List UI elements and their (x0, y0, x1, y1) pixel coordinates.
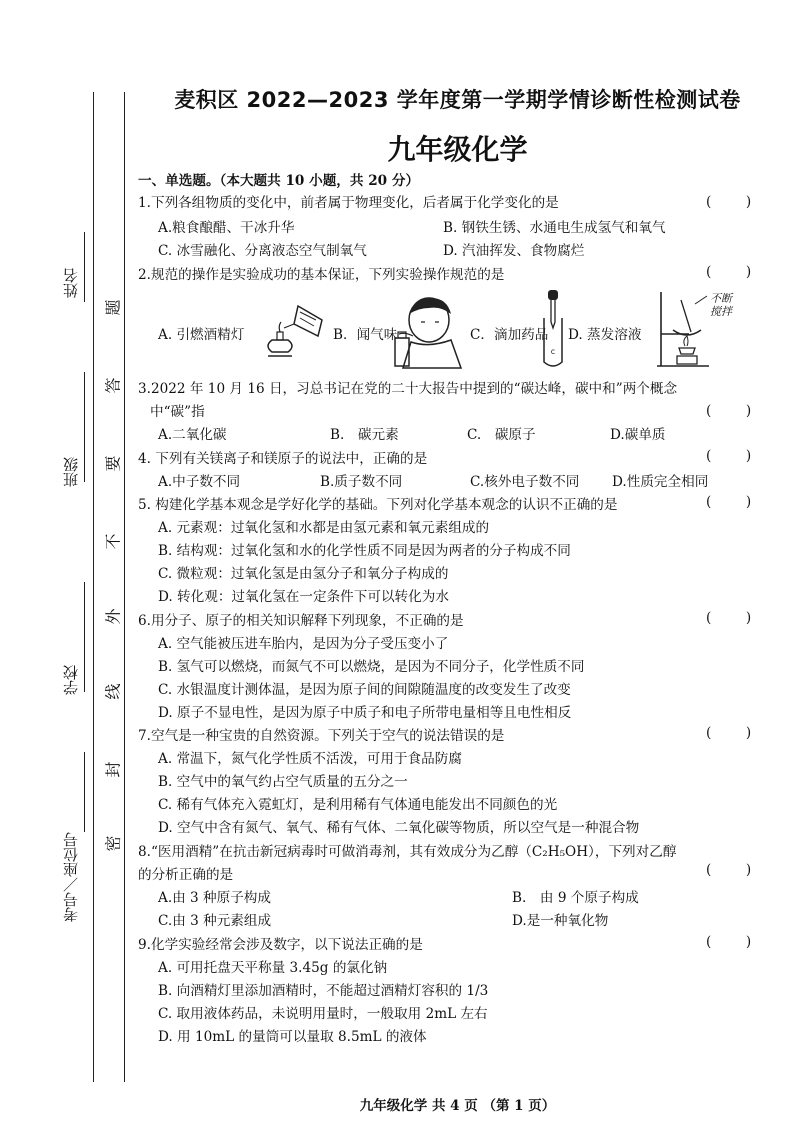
option-a: A. 引燃酒精灯 (158, 327, 245, 343)
question-9-stem: 9.化学实验经常会涉及数字，以下说法正确的是 (138, 937, 423, 953)
stir-note-line: 不断 (710, 292, 732, 305)
option-a: A. 空气能被压进车胎内，是因为分子受压变小了 (158, 636, 449, 652)
seal-char: 题 (103, 299, 123, 316)
seal-char: 不 (103, 533, 123, 550)
option-d: D. 汽油挥发、食物腐烂 (443, 243, 585, 259)
answer-paren[interactable]: ( ) (706, 494, 752, 510)
option-a: A.二氧化碳 (158, 427, 227, 443)
exam-number-label: 考号／座位号 (62, 832, 80, 922)
answer-paren[interactable]: ( ) (706, 194, 752, 210)
seal-char: 封 (103, 761, 123, 778)
question-3-stem: 3.2022 年 10 月 16 日，习总书记在党的二十大报告中提到的“碳达峰，碳中和”两个概念 (138, 381, 678, 397)
option-d: D. 原子不显电性，是因为原子中质子和电子所带电量相等且电性相反 (158, 705, 572, 721)
option-d: D.是一种氧化物 (512, 913, 609, 929)
alcohol-lamp-lighting-figure (258, 296, 330, 368)
option-a: A. 可用托盘天平称量 3.45g 的氯化钠 (158, 960, 388, 976)
option-b: B. 向酒精灯里添加酒精时，不能超过酒精灯容积的 1/3 (158, 983, 489, 999)
option-d: D. 用 10mL 的量筒可以量取 8.5mL 的液体 (158, 1029, 427, 1045)
stir-note (710, 292, 732, 318)
question-3-stem-cont: 中“碳”指 (150, 404, 205, 420)
option-b: B. 碳元素 (330, 427, 399, 443)
option-b: B. 由 9 个原子构成 (512, 890, 639, 906)
option-b: B.质子数不同 (320, 474, 403, 490)
page-footer: 九年级化学 共 4 页 （第 1 页） (359, 1098, 556, 1114)
seal-char: 答 (103, 377, 123, 394)
name-label: 姓名 (62, 268, 80, 298)
question-4-stem: 4. 下列有关镁离子和镁原子的说法中，正确的是 (138, 451, 428, 467)
exam-number-blank[interactable] (84, 752, 85, 832)
question-2-stem: 2.规范的操作是实验成功的基本保证，下列实验操作规范的是 (138, 267, 505, 283)
option-b: B. 空气中的氧气约占空气质量的五分之一 (158, 774, 408, 790)
option-d: D.碳单质 (610, 427, 666, 443)
option-a: A.中子数不同 (158, 474, 241, 490)
answer-paren[interactable]: ( ) (706, 264, 752, 280)
option-c: C. 取用液体药品，未说明用量时，一般取用 2mL 左右 (158, 1006, 488, 1022)
option-b: B. 结构观：过氧化氢和水的化学性质不同是因为两者的分子构成不同 (158, 543, 571, 559)
option-a: A.由 3 种原子构成 (158, 890, 271, 906)
answer-paren[interactable]: ( ) (706, 403, 752, 419)
answer-paren[interactable]: ( ) (706, 934, 752, 950)
binding-border-outer (93, 92, 94, 1082)
question-5-stem: 5. 构建化学基本观念是学好化学的基础。下列对化学基本观念的认识不正确的是 (138, 497, 618, 513)
school-blank[interactable] (84, 582, 85, 692)
section-heading: 一、单选题。（本大题共 10 小题，共 20 分） (138, 173, 420, 189)
seal-char: 线 (103, 683, 123, 700)
option-c: C. 水银温度计测体温，是因为原子间的间隙随温度的改变发生了改变 (158, 682, 571, 698)
option-c: C. 微粒观：过氧化氢是由氢分子和氧分子构成的 (158, 566, 449, 582)
option-d: D. 空气中含有氮气、氧气、稀有气体、二氧化碳等物质，所以空气是一种混合物 (158, 820, 640, 836)
answer-paren[interactable]: ( ) (706, 862, 752, 878)
option-b: B. 钢铁生锈、水通电生成氢气和氧气 (443, 220, 666, 236)
svg-text:c: c (550, 347, 556, 356)
question-6-stem: 6.用分子、原子的相关知识解释下列现象，不正确的是 (138, 613, 464, 629)
dropper-test-tube-figure (540, 288, 566, 370)
option-c: C.由 3 种元素组成 (158, 913, 272, 929)
option-c: C. 稀有气体充入霓虹灯，是利用稀有气体通电能发出不同颜色的光 (158, 797, 558, 813)
seal-char: 外 (103, 608, 123, 625)
question-7-stem: 7.空气是一种宝贵的自然资源。下列关于空气的说法错误的是 (138, 728, 505, 744)
option-a: A.粮食酿醋、干冰升华 (158, 220, 295, 236)
option-c: C. 碳原子 (467, 427, 536, 443)
class-label: 班级 (62, 457, 80, 487)
smelling-gas-figure (385, 292, 469, 370)
option-a: A. 常温下，氮气化学性质不活泼，可用于食品防腐 (158, 751, 462, 767)
class-blank[interactable] (84, 372, 85, 482)
answer-paren[interactable]: ( ) (706, 725, 752, 741)
option-b: B．闻气味 (333, 327, 398, 343)
option-d: D.性质完全相同 (612, 474, 709, 490)
name-blank[interactable] (84, 232, 85, 302)
option-a: A. 元素观：过氧化氢和水都是由氢元素和氧元素组成的 (158, 520, 490, 536)
answer-paren[interactable]: ( ) (706, 448, 752, 464)
question-8-stem: 8.“医用酒精”在抗击新冠病毒时可做消毒剂，其有效成分为乙醇（C₂H₅OH），下列对乙醇 (138, 844, 677, 860)
option-c: C．滴加药品 (470, 327, 549, 343)
option-d: D. 蒸发溶液 (568, 327, 642, 343)
exam-title: 麦积区 2022—2023 学年度第一学期学情诊断性检测试卷 (174, 88, 741, 112)
subject-title: 九年级化学 (387, 133, 528, 166)
school-label: 学校 (62, 665, 80, 695)
seal-char: 要 (103, 455, 123, 472)
seal-char: 密 (103, 835, 123, 852)
answer-paren[interactable]: ( ) (706, 610, 752, 626)
option-b: B. 氢气可以燃烧，而氮气不可以燃烧，是因为不同分子，化学性质不同 (158, 659, 585, 675)
option-d: D. 转化观：过氧化氢在一定条件下可以转化为水 (158, 589, 449, 605)
binding-border-inner (124, 92, 125, 1082)
question-1-stem: 1.下列各组物质的变化中，前者属于物理变化，后者属于化学变化的是 (138, 195, 559, 211)
option-c: C.核外电子数不同 (470, 474, 580, 490)
question-8-stem-cont: 的分析正确的是 (138, 867, 234, 883)
option-c: C. 冰雪融化、分离液态空气制氧气 (158, 243, 367, 259)
evaporation-setup-figure (655, 290, 715, 368)
stir-note-line: 搅拌 (710, 305, 732, 318)
